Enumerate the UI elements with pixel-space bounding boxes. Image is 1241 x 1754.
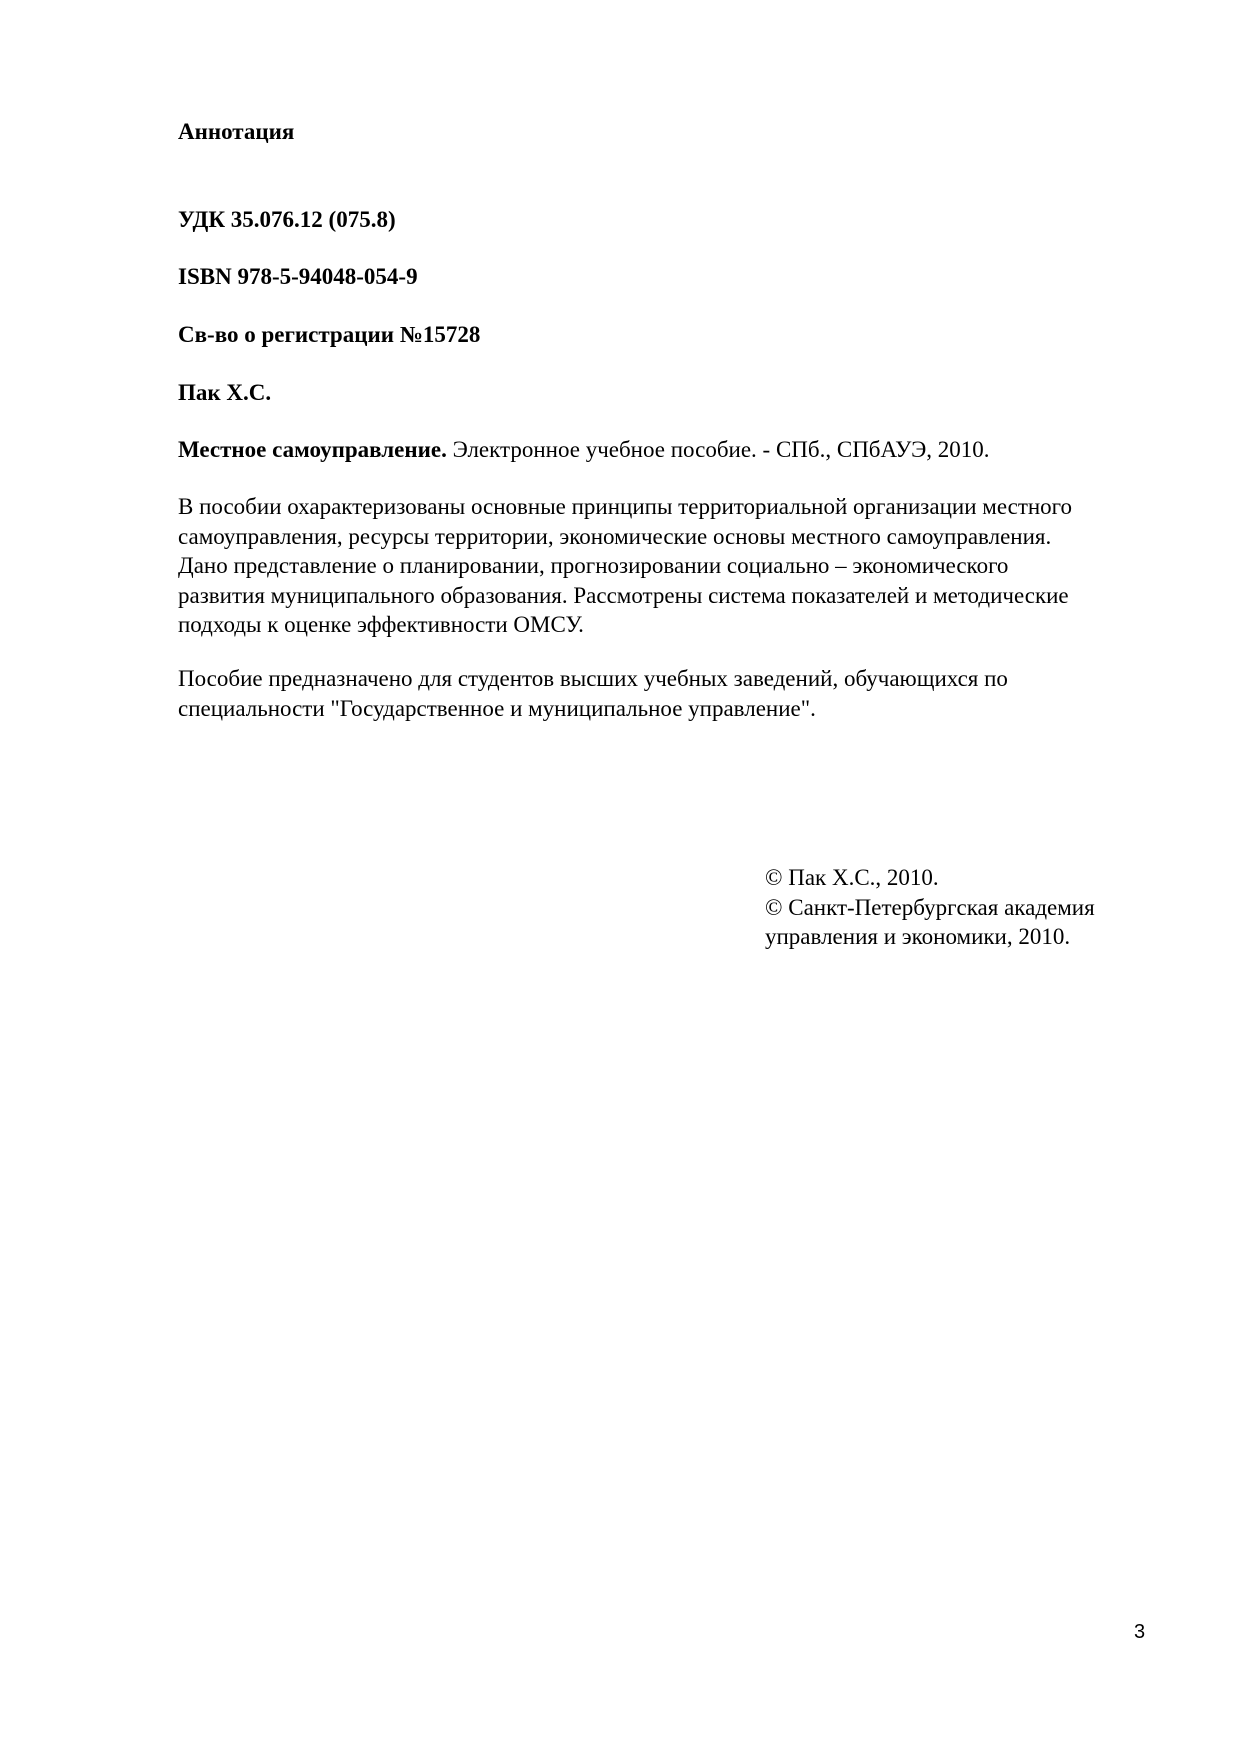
audience-line: специальности "Государственное и муниципальное управление".	[178, 695, 816, 721]
audience-paragraph	[178, 664, 1158, 723]
description-line: подходы к оценке эффективности ОМСУ.	[178, 612, 584, 637]
registration-certificate: Св-во о регистрации №15728	[178, 322, 481, 347]
annotation-heading: Аннотация	[178, 119, 295, 144]
page-number: 3	[1134, 1621, 1146, 1643]
copyright-line: © Пак Х.С., 2010.	[765, 865, 939, 890]
isbn-number: ISBN 978-5-94048-054-9	[178, 264, 418, 289]
copyright-line: © Санкт-Петербургская академия	[765, 894, 1095, 920]
description-line: Дано представление о планировании, прогнозировании социально – экономического	[178, 553, 1009, 578]
copyright-block	[765, 863, 1095, 952]
udk-code: УДК 35.076.12 (075.8)	[178, 207, 396, 232]
publication-details: Электронное учебное пособие. - СПб., СПбАУЭ, 2010.	[446, 437, 990, 462]
author-name: Пак Х.С.	[178, 380, 272, 405]
book-title: Местное самоуправление.	[178, 437, 447, 462]
copyright-line: управления и экономики, 2010.	[765, 924, 1071, 949]
description-line: самоуправления, ресурсы территории, экономические основы местного самоуправления.	[178, 523, 1052, 549]
audience-line: Пособие предназначено для студентов высших учебных заведений, обучающихся по	[178, 666, 1008, 691]
description-paragraph	[178, 492, 1158, 640]
description-line: В пособии охарактеризованы основные принципы территориальной организации местного	[178, 494, 1073, 519]
description-line: развития муниципального образования. Рассмотрены система показателей и методические	[178, 582, 1069, 608]
bibliographic-record	[178, 435, 990, 465]
